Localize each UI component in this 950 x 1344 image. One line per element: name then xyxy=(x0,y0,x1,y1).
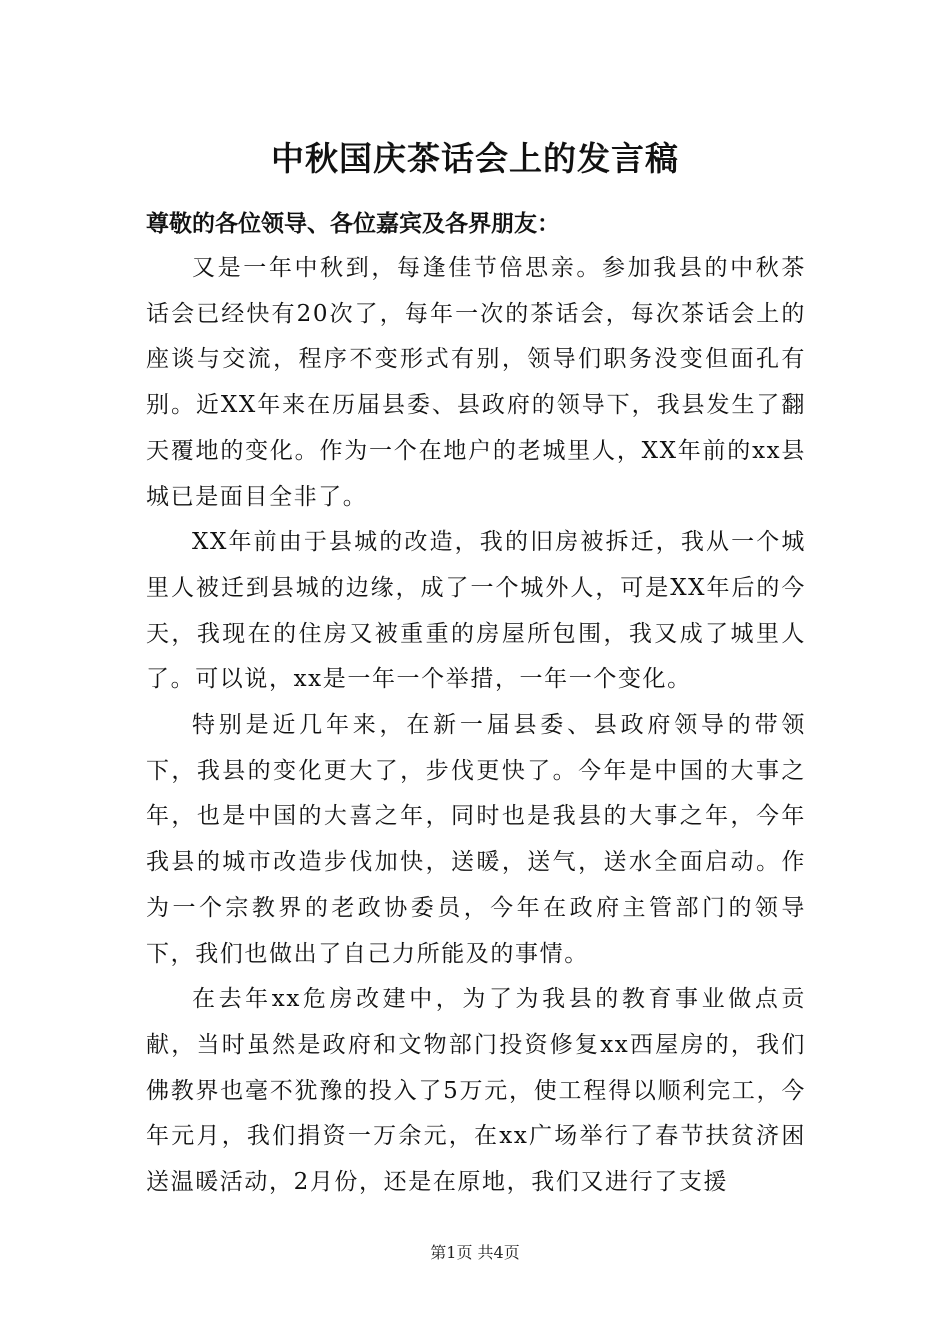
page-number-footer: 第1页 共4页 xyxy=(430,1243,520,1262)
document-title: 中秋国庆茶话会上的发言稿 xyxy=(271,139,679,178)
paragraph-4: 在去年xx危房改建中，为了为我县的教育事业做点贡献，当时虽然是政府和文物部门投资修复xx西屋房的，我们佛教界也毫不犹豫的投入了5万元，使工程得以顺利完工，今年元月，我们捐资一万余元，在xx广场举行了春节扶贫济困送温暖活动，2月份，还是在原地，我们又进行了支援 xyxy=(146,986,806,1196)
paragraph-1: 又是一年中秋到，每逢佳节倍思亲。参加我县的中秋茶话会已经快有20次了，每年一次的茶话会，每次茶话会上的座谈与交流，程序不变形式有别，领导们职务没变但面孔有别。近XX年来在历届县委、县政府的领导下，我县发生了翻天覆地的变化。作为一个在地户的老城里人，XX年前的xx县城已是面目全非了。 xyxy=(146,255,806,510)
paragraph-3: 特别是近几年来，在新一届县委、县政府领导的带领下，我县的变化更大了，步伐更快了。今年是中国的大事之年，也是中国的大喜之年，同时也是我县的大事之年，今年我县的城市改造步伐加快，送暖，送气，送水全面启动。作为一个宗教界的老政协委员，今年在政府主管部门的领导下，我们也做出了自己力所能及的事情。 xyxy=(146,712,806,967)
salutation: 尊敬的各位领导、各位嘉宾及各界朋友： xyxy=(146,210,560,237)
body-text xyxy=(146,246,806,1206)
paragraph-2: XX年前由于县城的改造，我的旧房被拆迁，我从一个城里人被迁到县城的边缘，成了一个城外人，可是XX年后的今天，我现在的住房又被重重的房屋所包围，我又成了城里人了。可以说，xx是一年一个举措，一年一个变化。 xyxy=(146,529,806,693)
